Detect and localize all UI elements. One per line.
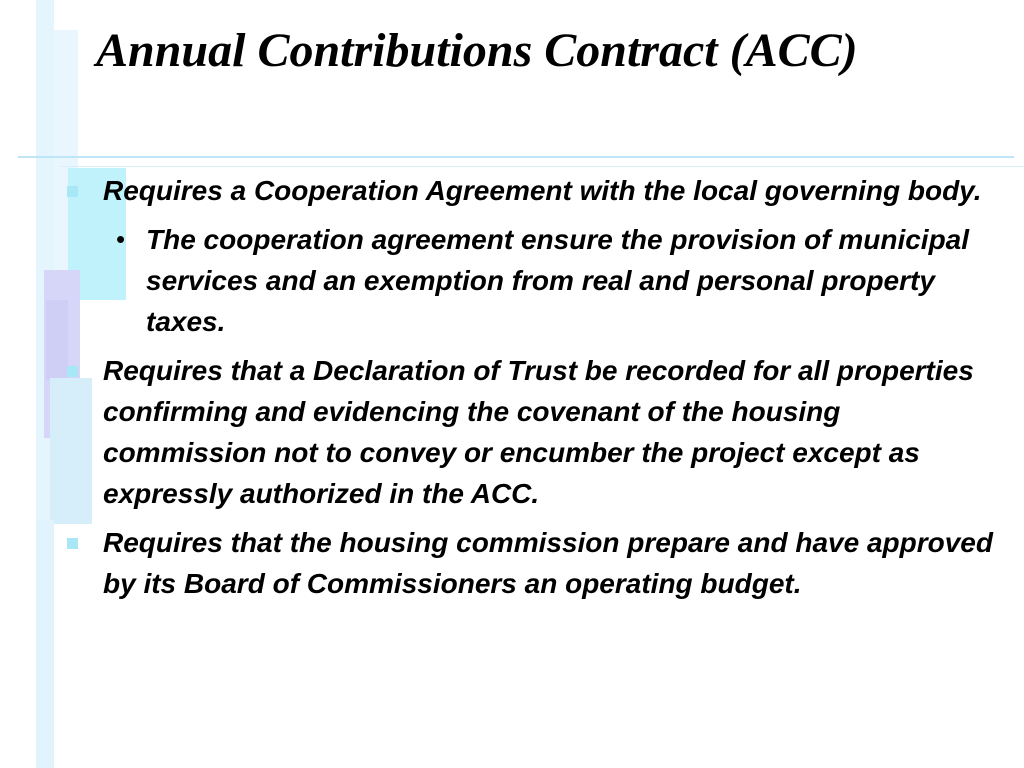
sub-bullet-text: The cooperation agreement ensure the provision of municipal services and an exemption from real and personal property taxes. xyxy=(146,224,970,337)
title-divider-line xyxy=(60,166,1024,167)
square-bullet-icon xyxy=(67,186,78,197)
bullet-item xyxy=(60,350,1000,514)
bullet-text: Requires a Cooperation Agreement with the local governing body. xyxy=(103,175,982,206)
square-bullet-icon xyxy=(67,538,78,549)
slide-body xyxy=(60,170,1000,612)
sub-bullet-item xyxy=(60,219,1000,342)
bullet-item xyxy=(60,522,1000,604)
title-divider-line xyxy=(18,156,1014,158)
square-bullet-icon xyxy=(67,366,78,377)
bullet-text: Requires that a Declaration of Trust be recorded for all properties confirming and evidencing the covenant of the housing commission not to convey or encumber the project except as expressly authorized in the ACC. xyxy=(103,355,974,509)
bullet-item xyxy=(60,170,1000,211)
round-bullet-icon: • xyxy=(116,224,126,254)
slide-title: Annual Contributions Contract (ACC) xyxy=(96,24,858,77)
bullet-text: Requires that the housing commission prepare and have approved by its Board of Commissioners an operating budget. xyxy=(103,527,993,599)
decorative-block xyxy=(36,520,54,768)
